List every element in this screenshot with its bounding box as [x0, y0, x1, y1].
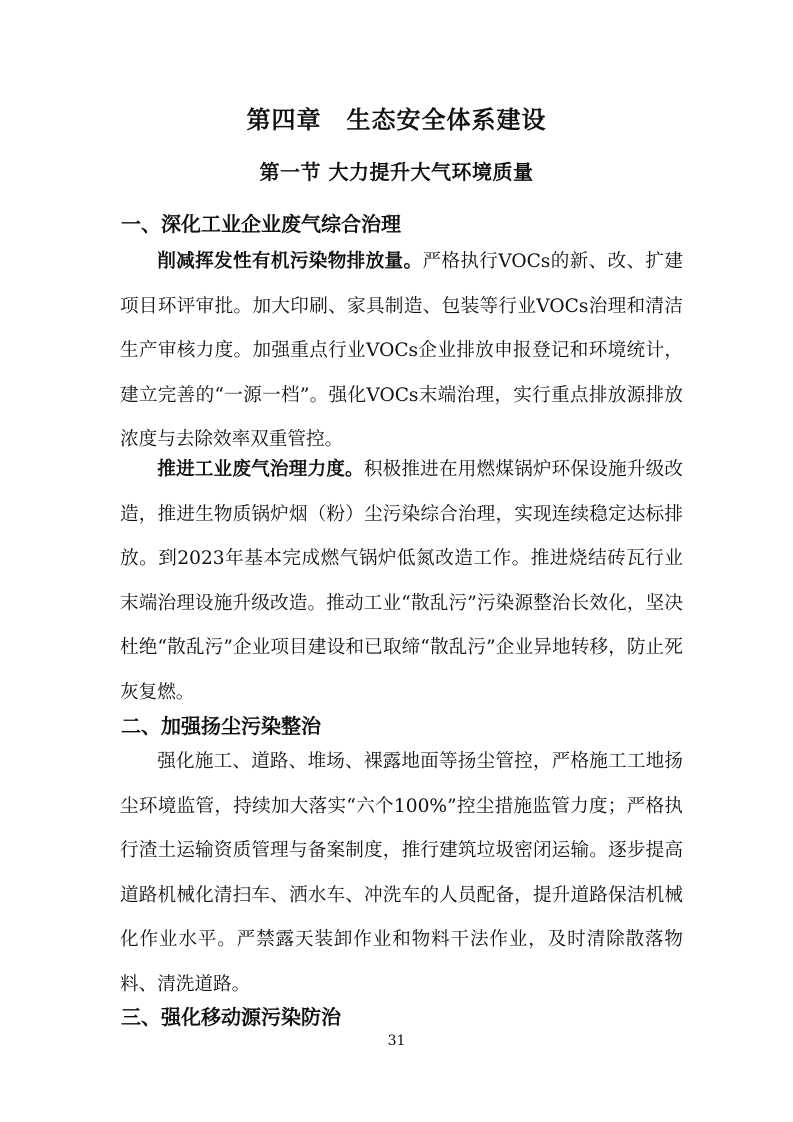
chapter-title: 第四章 生态安全体系建设	[246, 106, 547, 134]
paragraph-industrial-exhaust	[120, 448, 683, 715]
page-number: 31	[387, 1033, 406, 1049]
heading-industrial-emissions: 一、深化工业企业废气综合治理	[121, 212, 401, 236]
paragraph-dust-control	[120, 740, 683, 1007]
paragraph-body: 强化施工、道路、堆场、裸露地面等扬尘管控，严格施工工地扬尘环境监管，持续加大落实“六个100%”控尘措施监管力度；严格执行渣土运输资质管理与备案制度，推行建筑垃圾密闭运输。逐步提高道路机械化清扫车、洒水车、冲洗车的人员配备，提升道路保洁机械化作业水平。严禁露天装卸作业和物料干法作业，及时清除散落物料、清洗道路。	[120, 751, 683, 995]
paragraph-body: 严格执行VOCs的新、改、扩建项目环评审批。加大印刷、家具制造、包装等行业VOCs治理和清洁生产审核力度。加强重点行业VOCs企业排放申报登记和环境统计，建立完善的“一源一档”。强化VOCs末端治理，实行重点排放源排放浓度与去除效率双重管控。	[120, 251, 683, 450]
paragraph-vocs-reduction	[120, 240, 683, 463]
paragraph-lead: 削减挥发性有机污染物排放量。	[157, 251, 423, 272]
heading-dust-control: 二、加强扬尘污染整治	[121, 714, 321, 738]
paragraph-lead: 推进工业废气治理力度。	[157, 459, 364, 480]
paragraph-body: 积极推进在用燃煤锅炉环保设施升级改造，推进生物质锅炉烟（粉）尘污染综合治理，实现连续稳定达标排放。到2023年基本完成燃气锅炉低氮改造工作。推进烧结砖瓦行业末端治理设施升级改造。推动工业“散乱污”污染源整治长效化，坚决杜绝“散乱污”企业项目建设和已取缔“散乱污”企业异地转移，防止死灰复燃。	[120, 459, 683, 703]
heading-mobile-sources: 三、强化移动源污染防治	[121, 1005, 341, 1029]
section-title: 第一节 大力提升大气环境质量	[259, 160, 534, 184]
